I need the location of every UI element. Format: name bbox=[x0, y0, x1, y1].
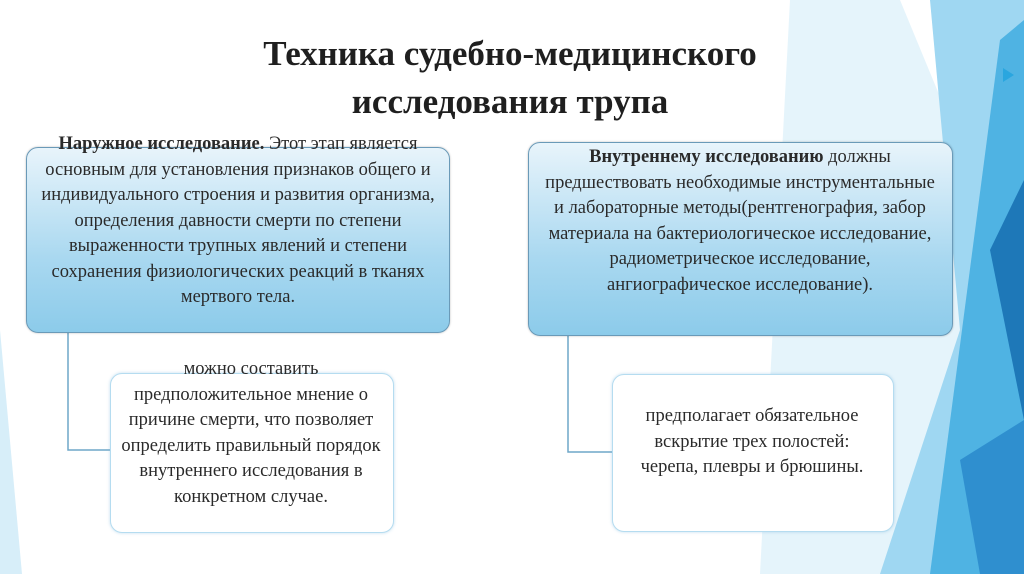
left-bottom-text: можно составить предположительное мнение о причине смерти, что позволяет определить правильный порядок внутреннего исследования в конкретном случае. bbox=[121, 359, 381, 507]
slide-title-line-2: исследования трупа bbox=[351, 82, 669, 121]
left-top-body: Этот этап является основным для установления признаков общего и индивидуального строения и развития организма, определения давности смерти по степени выраженности трупных явлений и степени сохранения физиологических реакций в тканях мертвого тела. bbox=[41, 134, 435, 307]
left-top-text bbox=[36, 132, 440, 311]
right-top-body: должны предшествовать необходимые инструментальные и лабораторные методы(рентгенография, забор материала на бактериологическое исследование, радиометрическое исследование, ангиографическое исследование). bbox=[545, 147, 935, 295]
right-connector bbox=[560, 330, 620, 460]
left-edge-shape bbox=[0, 330, 22, 574]
slide-title bbox=[150, 30, 870, 126]
left-top-heading: Наружное исследование. bbox=[58, 134, 265, 154]
right-bottom-text: предполагает обязательное вскрытие трех полостей: черепа, плевры и брюшины. bbox=[640, 406, 864, 477]
right-top-text bbox=[544, 145, 936, 298]
right-top-heading: Внутреннему исследованию bbox=[589, 147, 824, 167]
slide-title-line-1: Техника судебно-медицинского bbox=[263, 34, 757, 73]
